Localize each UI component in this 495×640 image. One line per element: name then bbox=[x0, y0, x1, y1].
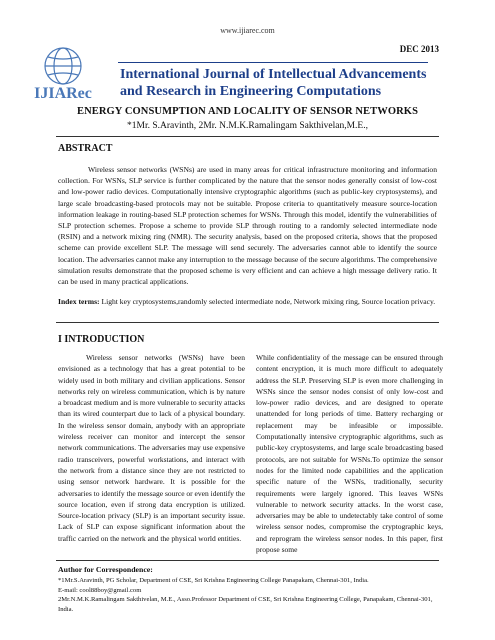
correspondence-details bbox=[58, 576, 438, 614]
introduction-heading: I INTRODUCTION bbox=[58, 334, 145, 345]
journal-logo bbox=[22, 46, 104, 102]
index-terms-label: Index terms: bbox=[58, 297, 100, 306]
correspondence-heading: Author for Correspondence: bbox=[58, 565, 153, 574]
introduction-column-right: While confidentiality of the message can be ensured through content encryption, it is much more difficult to adequately address the SLP. Preserving SLP is even more challenging in WSNs since the sensor nodes consist of only low-cost and low-power radio devices, and are designed to operate unattended for long periods of time. Battery recharging or replacement may be infeasible or impossible. Computationally intensive cryptographic algorithms, such as public-key cryptosystems, and large scale broadcasting based protocols, are not suitable for WSNs.To optimize the sensor nodes for the limited node capabilities and the application specific nature of the WSNs, traditionally, security requirements were largely ignored. This leaves WSNs vulnerable to network security attacks. In the worst case, adversaries may be able to undetectably take control of some wireless sensor nodes, compromise the cryptographic keys, and reprogram the wireless sensor nodes. In this paper, first propose some bbox=[256, 353, 443, 555]
journal-title bbox=[120, 66, 426, 100]
logo-text: IJIARec bbox=[34, 85, 92, 102]
journal-title-line2: and Research in Engineering Computations bbox=[120, 84, 382, 99]
abstract-text: Wireless sensor networks (WSNs) are used in many areas for critical infrastructure monitoring and information collection. For WSNs, SLP service is further complicated by the nature that the sensor nodes generally consist of low-cost and low-power radio devices. Computationally intensive cryptographic algorithms (such as public-key cryptosystems), and large scale broadcasting-based protocols may not be suitable. Propose criteria to quantitatively measure source-location information leakage in routing-based SLP protection schemes for WSNs. Through this model, identify the vulnerabilities of SLP protection schemes. Propose a scheme to provide SLP through routing to a randomly selected intermediate node (RSIN) and a network mixing ring (NMR). The security analysis, based on the proposed criteria, shows that the proposed scheme can provide excellent SLP. The message will send securely. The adversaries cannot able to identify the source location. The adversaries cannot make any interruption to the message because of the secure algorithms. The comprehensive simulation results demonstrate that the proposed scheme is very efficient and can achieve a high message delivery ratio. It can be used in many practical applications. bbox=[58, 165, 437, 287]
paper-title: ENERGY CONSUMPTION AND LOCALITY OF SENSOR NETWORKS bbox=[76, 106, 419, 117]
correspondence-email[interactable]: E-mail: cool88boy@gmail.com bbox=[58, 586, 142, 594]
footnote-divider bbox=[56, 560, 439, 561]
correspondence-author2: 2Mr.N.M.K.Ramalingam Sakthivelan, M.E., Asso.Professor Department of CSE, Sri Krishna Engineering College, Panapakam, Chennai-301, India. bbox=[58, 596, 433, 613]
journal-url[interactable]: www.ijiarec.com bbox=[220, 26, 275, 35]
divider bbox=[56, 322, 439, 323]
journal-title-line1: International Journal of Intellectual Advancements bbox=[120, 67, 427, 82]
paper-authors: *1Mr. S.Aravinth, 2Mr. N.M.K.Ramalingam Sakthivelan,M.E., bbox=[127, 121, 368, 131]
issue-date: DEC 2013 bbox=[399, 44, 439, 54]
index-terms-text: Light key cryptosystems,randomly selected intermediate node, Network mixing ring, Source location privacy. bbox=[99, 297, 436, 306]
index-terms bbox=[58, 296, 437, 307]
header-divider bbox=[118, 62, 428, 63]
correspondence-author1: *1Mr.S.Aravinth, PG Scholar, Department of CSE, Sri Krishna Engineering College Panapakam, Chennai-301, India. bbox=[58, 577, 369, 584]
introduction-column-left: Wireless sensor networks (WSNs) have been envisioned as a technology that has a great potential to be widely used in both military and civilian applications. Sensor networks rely on wireless communication, which is by nature a broadcast medium and is more vulnerable to security attacks than its wired counterpart due to lack of a physical boundary. In the wireless sensor domain, anybody with an appropriate wireless receiver can monitor and intercept the sensor network communications. The adversaries may use expensive radio transceivers, powerful workstations, and interact with the network from a distance since they are not restricted to using sensor network hardware. It is possible for the adversaries to identify the message source or even identify the source location, even if strong data encryption is utilized. Source-location privacy (SLP) is an important security issue. Lack of SLP can expose significant information about the traffic carried on the network and the physical world entities. bbox=[58, 353, 245, 543]
divider bbox=[56, 136, 439, 137]
abstract-heading: ABSTRACT bbox=[58, 143, 113, 154]
